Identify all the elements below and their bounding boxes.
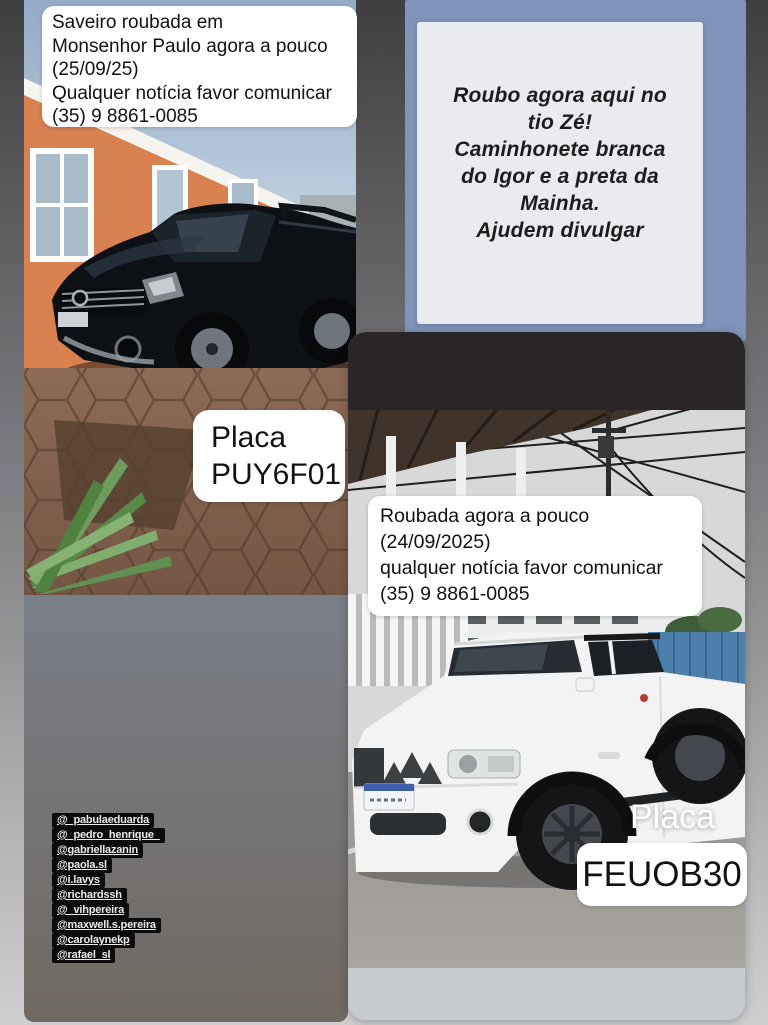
mention-chip[interactable]: @carolaynekp [52, 933, 135, 948]
alert-1-line: (35) 9 8861-0085 [52, 106, 198, 127]
alert-2-line: qualquer notícia favor comunicar [380, 557, 663, 579]
quote-line: Ajudem divulgar [476, 219, 644, 242]
triton-photo-illustration [348, 332, 745, 1020]
mention-chip[interactable]: @i.lavys [52, 873, 105, 888]
alert-1-line: Saveiro roubada em [52, 12, 224, 33]
quote-line: Caminhonete branca [454, 138, 666, 161]
alert-1-line: Qualquer notícia favor comunicar [52, 82, 332, 104]
mention-chip[interactable]: @gabriellazanin [52, 843, 143, 858]
plate-1-value: PUY6F01 [211, 458, 342, 491]
mention-chip[interactable]: @paola.sl [52, 858, 112, 873]
plate-2-value: FEUOB30 [582, 855, 742, 894]
quote-line: Roubo agora aqui no [453, 84, 667, 107]
quote-line: Mainha. [520, 192, 600, 215]
alert-1-line: Monsenhor Paulo agora a pouco [52, 35, 328, 57]
quote-line: tio Zé! [527, 111, 593, 134]
alert-1-line: (25/09/25) [52, 59, 139, 80]
alert-card-1 [42, 6, 357, 127]
alert-2-line: Roubada agora a pouco [380, 505, 590, 527]
alert-2-line: (24/09/2025) [380, 531, 491, 553]
mention-chip[interactable]: @_pedro_henrique_ [52, 828, 165, 843]
quote-card [417, 22, 703, 324]
alert-2-line: (35) 9 8861-0085 [380, 583, 530, 605]
plate-sticker-2 [577, 843, 747, 906]
mention-chip[interactable]: @richardssh [52, 888, 127, 903]
plate-sticker-1 [193, 410, 345, 502]
mention-chip[interactable]: @rafael_sl [52, 948, 115, 963]
stolen-triton-photo [348, 332, 745, 1020]
plate-1-label: Placa [211, 421, 287, 454]
quote-line: do Igor e a preta da [461, 165, 659, 188]
mention-chip[interactable]: @_vihpereira [52, 903, 129, 918]
plate-2-label: Placa [630, 798, 716, 836]
alert-card-2 [368, 496, 702, 616]
mention-chip[interactable]: @maxwell.s.pereira [52, 918, 161, 933]
mention-chip[interactable]: @_pabulaeduarda [52, 813, 154, 828]
mention-stickers [52, 813, 165, 963]
